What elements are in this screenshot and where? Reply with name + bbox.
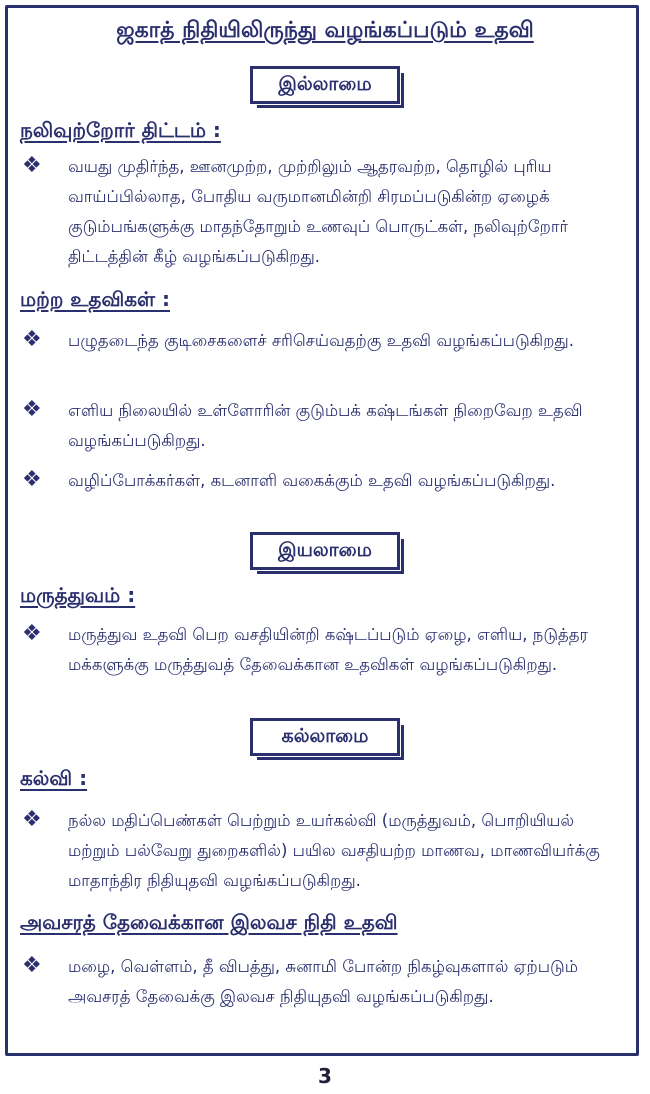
page-title: ஜகாத் நிதியிலிருந்து வழங்கப்படும் உதவி <box>116 18 534 43</box>
heading-other-aids: மற்ற உதவிகள் : <box>20 287 171 311</box>
list-item-text: பழுதடைந்த குடிசைகளைச் சரிசெய்வதற்கு உதவி வழங்கப்படுகிறது. <box>68 331 574 350</box>
diamond-bullet-icon: ❖ <box>22 953 42 978</box>
list-item <box>22 152 622 272</box>
list-item <box>22 466 622 526</box>
list-item <box>22 952 622 1042</box>
diamond-bullet-icon: ❖ <box>22 153 42 178</box>
section-box-iyalamai <box>250 532 400 570</box>
list-item-text: வயது முதிர்ந்த, ஊனமுற்ற, முற்றிலும் ஆதரவற்ற, தொழில் புரிய வாய்ப்பில்லாத, போதிய வருமானமின்றி சிரமப்படுகின்ற ஏழைக் குடும்பங்களுக்கு மாதந்தோறும் உணவுப் பொருட்கள், நலிவுற்றோர் திட்டத்தின் கீழ் வழங்கப்படுகிறது. <box>68 157 569 266</box>
list-item <box>22 396 622 456</box>
list-item <box>22 806 622 896</box>
section-box-label: இயலாமை <box>278 538 372 561</box>
heading-emergency-aid: அவசரத் தேவைக்கான இலவச நிதி உதவி <box>20 910 398 934</box>
section-box-illamai <box>250 66 400 104</box>
diamond-bullet-icon: ❖ <box>22 807 42 832</box>
list-item-text: மழை, வெள்ளம், தீ விபத்து, சுனாமி போன்ற நிகழ்வுகளால் ஏற்படும் அவசரத் தேவைக்கு இலவச நிதியுதவி வழங்கப்படுகிறது. <box>68 957 579 1006</box>
list-item-text: மருத்துவ உதவி பெற வசதியின்றி கஷ்டப்படும் ஏழை, எளிய, நடுத்தர மக்களுக்கு மருத்துவத் தேவைக்கான உதவிகள் வழங்கப்படுகிறது. <box>68 625 589 674</box>
heading-welfare-scheme: நலிவுற்றோர் திட்டம் : <box>20 118 221 142</box>
heading-education: கல்வி : <box>20 766 88 790</box>
list-item-text: நல்ல மதிப்பெண்கள் பெற்றும் உயர்கல்வி (மருத்துவம், பொறியியல் மற்றும் பல்வேறு துறைகளில்) பயில வசதியற்ற மாணவ, மாணவியர்க்கு மாதாந்திர நிதியுதவி வழங்கப்படுகிறது. <box>68 811 600 890</box>
heading-medical: மருத்துவம் : <box>20 583 136 607</box>
page-number: 3 <box>318 1064 332 1088</box>
diamond-bullet-icon: ❖ <box>22 327 42 352</box>
list-item-text: எளிய நிலையில் உள்ளோரின் குடும்பக் கஷ்டங்கள் நிறைவேற உதவி வழங்கப்படுகிறது. <box>68 401 583 450</box>
list-item <box>22 620 622 710</box>
section-box-label: கல்லாமை <box>281 724 369 747</box>
list-item <box>22 326 622 386</box>
diamond-bullet-icon: ❖ <box>22 621 42 646</box>
diamond-bullet-icon: ❖ <box>22 467 42 492</box>
section-box-kallamai <box>250 718 400 756</box>
diamond-bullet-icon: ❖ <box>22 397 42 422</box>
list-item-text: வழிப்போக்கர்கள், கடனாளி வகைக்கும் உதவி வழங்கப்படுகிறது. <box>68 471 556 490</box>
section-box-label: இல்லாமை <box>278 72 372 95</box>
